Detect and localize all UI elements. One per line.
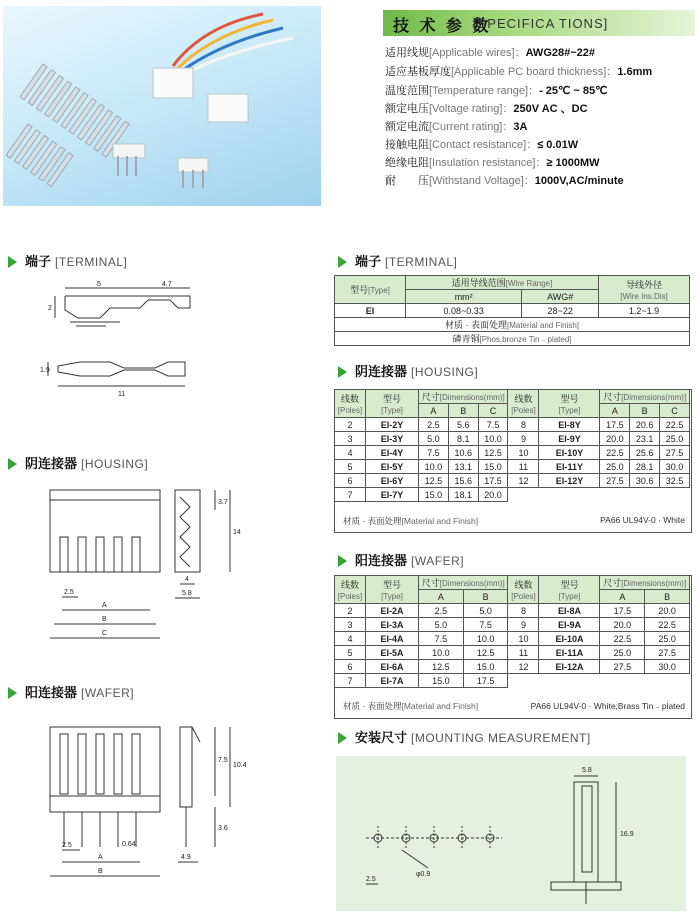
cell-a: 12.5 [419,660,464,674]
cell-type: EI-12Y [539,474,600,488]
bullet-triangle-icon [8,687,17,699]
cell-a: 27.5 [600,660,645,674]
spec-value: 250V AC 、DC [513,103,588,115]
cell-c: 32.5 [660,474,690,488]
spec-row [385,154,600,170]
dim-label: 2.5 [366,876,376,883]
material-label-en: [Material and Finish] [401,701,479,711]
spec-label-en: [Contact resistance]： [429,139,538,151]
spec-row [385,136,578,152]
cell-type: EI-6A [366,660,419,674]
cell-poles: 3 [335,618,366,632]
cell-poles: 2 [335,418,366,432]
header-poles [508,390,539,418]
spec-value: AWG28#~22# [525,47,595,59]
spec-value: - 25℃ ~ 85℃ [539,85,608,97]
section-wafer-left [8,682,134,701]
spec-label-en: [Temperature range]： [429,85,540,97]
header-c: C [660,404,690,418]
material-label: 材质 · 表面处理 [343,516,402,526]
header-label-en: [Wire Range] [505,279,553,288]
cell-a: 10.0 [419,646,464,660]
spec-label-en: [Current rating]： [429,121,514,133]
cell-poles: 3 [335,432,366,446]
dim-label: 4 [185,576,189,583]
cell-type: EI-3A [366,618,419,632]
header-label: 型号 [560,580,579,590]
cell-poles: 9 [508,618,539,632]
specifications-title-en: [SPECIFICA TIONS] [473,16,609,31]
cell-c: 17.5 [478,474,508,488]
cell-c: 30.0 [660,460,690,474]
cell-type: EI-7A [366,674,419,688]
spec-label-en: [Withstand Voltage]： [429,175,535,187]
header-label-en: [Type] [368,286,390,295]
header-label: 适用导线范围 [451,278,506,288]
cell-type: EI-4Y [366,446,419,460]
cell-type: EI-4A [366,632,419,646]
section-mounting [338,727,591,746]
dim-label: 5 [97,281,101,288]
cell-c: 10.0 [478,432,508,446]
cell-a: 15.0 [419,488,449,502]
section-title-en: [HOUSING] [81,457,149,471]
header-label: 型号 [382,394,401,404]
dim-label: 4.7 [162,281,172,288]
cell-b: 18.1 [448,488,478,502]
spec-row [385,82,608,98]
header-label-en: [Dimensions(mm)] [621,579,687,588]
housing-table-box [334,389,692,533]
table-row [335,318,690,332]
table-row [335,432,690,446]
spec-label: 接触电阻 [385,139,429,151]
cell-material-label [335,318,690,332]
section-wafer-right [338,550,464,569]
spec-row [385,44,595,60]
housing-drawing [40,482,250,652]
cell-b: 20.6 [630,418,660,432]
wafer-material-note [343,700,478,712]
cell-type: EI-2A [366,604,419,618]
bullet-triangle-icon [338,366,347,378]
header-dimensions [419,576,508,590]
cell-a: 20.0 [600,432,630,446]
dim-label: B [98,868,103,875]
mounting-panel [336,756,686,911]
dim-label: 2.5 [64,589,74,596]
cell-poles: 4 [335,632,366,646]
spec-label: 适用线规 [385,47,429,59]
cell-b: 28.1 [630,460,660,474]
cell-b: 10.0 [463,632,508,646]
cell-b: 23.1 [630,432,660,446]
cell-a: 17.5 [600,418,630,432]
header-type [539,576,600,604]
header-label: 尺寸 [421,392,440,402]
section-title-en: [WAFER] [81,686,135,700]
bullet-triangle-icon [338,256,347,268]
section-title: 阴连接器 [355,364,408,379]
header-mm2: mm² [406,290,522,304]
spec-label-en: [Applicable PC board thickness]： [451,66,618,78]
material-value: 磷青铜 [452,334,480,344]
cell-b: 30.6 [630,474,660,488]
header-label: 尺寸 [421,578,440,588]
cell-type: EI-10A [539,632,600,646]
spec-value: ≤ 0.01W [537,139,579,151]
header-type [539,390,600,418]
material-label-en: [Material and Finish] [401,516,479,526]
header-label-en: [Type] [381,406,403,415]
cell-type: EI-5Y [366,460,419,474]
cell-a: 5.0 [419,618,464,632]
dim-label: 14 [233,529,241,536]
dim-label: 16.9 [620,831,634,838]
cell-type: EI [335,304,406,318]
table-row [335,646,690,660]
spec-row [385,172,624,188]
section-title-en: [MOUNTING MEASUREMENT] [411,731,591,745]
bullet-triangle-icon [338,732,347,744]
section-housing-left [8,453,148,472]
header-dimensions [419,390,508,404]
spec-label-en: [Insulation resistance]： [429,157,547,169]
cell-type: EI-5A [366,646,419,660]
dim-label: C [102,630,108,637]
cell-b: 17.5 [463,674,508,688]
section-title: 端子 [25,254,52,269]
table-row [335,460,690,474]
header-a: A [600,590,645,604]
cell-type: EI-12A [539,660,600,674]
spec-label: 适应基板厚度 [385,66,451,78]
cell-a: 25.0 [600,460,630,474]
cell-poles: 10 [508,632,539,646]
header-awg: AWG# [522,290,599,304]
section-title-en: [TERMINAL] [385,255,458,269]
cell-c: 27.5 [660,446,690,460]
table-row [335,674,690,688]
cell-c: 12.5 [478,446,508,460]
cell-b: 5.0 [463,604,508,618]
header-label: 型号 [560,394,579,404]
cell-a: 25.0 [600,646,645,660]
header-type [366,390,419,418]
cell-a: 17.5 [600,604,645,618]
cell-c: 7.5 [478,418,508,432]
cell-poles: 6 [335,474,366,488]
header-a: A [419,590,464,604]
spec-row [385,118,527,134]
housing-material-value: PA66 UL94V-0 · White [600,515,685,525]
spec-label: 额定电流 [385,121,429,133]
terminal-table [334,275,690,346]
cell-type: EI-2Y [366,418,419,432]
cell-type: EI-8Y [539,418,600,432]
housing-material-note [343,515,478,527]
header-label: 线数 [514,394,533,404]
cell-a: 10.0 [419,460,449,474]
table-row [335,660,690,674]
dim-label: 1.9 [40,367,50,374]
dim-label: 5.8 [582,767,592,774]
spec-label: 绝缘电阻 [385,157,429,169]
header-wire-range [406,276,599,290]
header-label: 线数 [340,580,359,590]
cell-type: EI-10Y [539,446,600,460]
spec-row [385,100,588,116]
material-label-en: [Material and Finish] [506,321,580,330]
bullet-triangle-icon [8,256,17,268]
cell-b: 20.0 [645,604,690,618]
cell-material-value [335,332,690,346]
header-type [335,276,406,304]
header-dimensions [600,390,690,404]
cell-poles: 9 [508,432,539,446]
section-title-en: [TERMINAL] [55,255,128,269]
cell-poles: 7 [335,488,366,502]
header-label: 尺寸 [603,392,622,402]
header-dimensions [600,576,690,590]
spec-row [385,63,652,79]
cell-poles: 8 [508,418,539,432]
cell-b: 8.1 [448,432,478,446]
section-housing-right [338,361,478,380]
product-photo-illustration [3,6,321,206]
cell-a: 5.0 [419,432,449,446]
cell-a: 2.5 [419,604,464,618]
cell-poles: 7 [335,674,366,688]
dim-label: 7.5 [218,757,228,764]
spec-label: 耐 压 [385,175,429,187]
spec-value: 1000V,AC/minute [534,175,624,187]
cell-awg: 28~22 [522,304,599,318]
header-c: C [478,404,508,418]
cell-a: 15.0 [419,674,464,688]
table-row [335,332,690,346]
wafer-drawing [40,722,250,892]
spec-value: 1.6mm [617,66,653,78]
spec-label-en: [Applicable wires]： [429,47,526,59]
cell-c: 25.0 [660,432,690,446]
section-title-en: [WAFER] [411,554,465,568]
specifications-header [383,10,695,36]
cell-type: EI-9A [539,618,600,632]
wafer-table-box [334,575,692,719]
table-row [335,488,690,502]
cell-type: EI-9Y [539,432,600,446]
cell-poles: 8 [508,604,539,618]
cell-b: 25.0 [645,632,690,646]
table-row [335,418,690,432]
cell-type: EI-6Y [366,474,419,488]
cell-c: 22.5 [660,418,690,432]
section-title: 端子 [355,254,382,269]
table-row [335,304,690,318]
wafer-table [334,575,690,688]
header-poles [508,576,539,604]
cell-poles: 12 [508,474,539,488]
header-label-en: [Type] [558,592,581,601]
cell-poles: 5 [335,646,366,660]
header-label-en: [Type] [381,592,403,601]
cell-poles: 6 [335,660,366,674]
cell-a: 22.5 [600,446,630,460]
table-row [335,474,690,488]
cell-b: 10.6 [448,446,478,460]
header-wire-od [599,276,690,304]
cell-poles: 4 [335,446,366,460]
cell-type: EI-11A [539,646,600,660]
cell-b: 25.6 [630,446,660,460]
header-label-en: [Type] [558,406,581,415]
dim-label: 3.6 [218,825,228,832]
cell-b: 15.0 [463,660,508,674]
cell-c: 20.0 [478,488,508,502]
cell-b: 5.6 [448,418,478,432]
bullet-triangle-icon [338,555,347,567]
dim-label: A [102,602,107,609]
cell-a: 27.5 [600,474,630,488]
product-photo [3,6,321,206]
dim-label: 2.5 [62,842,72,849]
spec-label: 额定电压 [385,103,429,115]
table-row [335,632,690,646]
spec-label-en: [Voltage rating]： [429,103,514,115]
header-label-en: [Dimensions(mm)] [439,393,505,402]
section-title: 阴连接器 [25,456,78,471]
cell-a: 7.5 [419,632,464,646]
table-row [335,618,690,632]
header-type [366,576,419,604]
header-b: B [630,404,660,418]
header-a: A [600,404,630,418]
cell-b: 30.0 [645,660,690,674]
spec-value: 3A [513,121,528,133]
cell-b: 15.6 [448,474,478,488]
cell-b: 27.5 [645,646,690,660]
dim-label: 11 [118,391,126,398]
dim-label: 10.4 [233,762,247,769]
cell-od: 1.2~1.9 [599,304,690,318]
cell-poles: 5 [335,460,366,474]
dim-label: 2 [48,305,52,312]
dim-label: 3.7 [218,499,228,506]
header-label: 尺寸 [603,578,622,588]
cell-a: 20.0 [600,618,645,632]
cell-b: 12.5 [463,646,508,660]
dim-label: A [98,854,103,861]
bullet-triangle-icon [8,458,17,470]
dim-label: φ0.9 [416,871,431,878]
header-label: 线数 [340,394,359,404]
cell-type: EI-3Y [366,432,419,446]
cell-poles: 2 [335,604,366,618]
dim-label: 4.9 [181,854,191,861]
cell-a: 22.5 [600,632,645,646]
mounting-drawing [336,756,686,911]
dim-label: B [102,616,107,623]
header-label: 型号 [382,580,401,590]
dim-label: 0.64 [122,841,136,848]
cell-mm2: 0.08~0.33 [406,304,522,318]
cell-a: 7.5 [419,446,449,460]
material-value-en: [Phos.bronze Tin﹣plated] [479,335,572,344]
header-label-en: [Dimensions(mm)] [439,579,505,588]
header-label-en: [Wire Ins.Dis] [620,292,668,301]
spec-label: 温度范围 [385,85,429,97]
header-label-en: [Poles] [337,406,363,415]
housing-table [334,389,690,502]
cell-type: EI-11Y [539,460,600,474]
header-b: B [645,590,690,604]
cell-poles: 11 [508,460,539,474]
table-row [335,604,690,618]
cell-poles: 11 [508,646,539,660]
header-label-en: [Poles] [337,592,363,601]
cell-type: EI-7Y [366,488,419,502]
cell-c: 15.0 [478,460,508,474]
cell-a: 2.5 [419,418,449,432]
section-title-en: [HOUSING] [411,365,479,379]
header-poles [335,390,366,418]
header-b: B [463,590,508,604]
table-row [335,446,690,460]
terminal-drawing [40,278,240,418]
header-label: 型号 [350,285,369,295]
cell-b: 7.5 [463,618,508,632]
material-label: 材质 · 表面处理 [343,701,402,711]
header-poles [335,576,366,604]
material-label: 材质 · 表面处理 [444,320,507,330]
spec-value: ≥ 1000MW [546,157,600,169]
dim-label: 5.8 [182,590,192,597]
header-label-en: [Poles] [511,406,536,415]
header-label: 线数 [514,580,533,590]
section-terminal-right [338,251,457,270]
cell-poles: 10 [508,446,539,460]
header-label-en: [Dimensions(mm)] [621,393,687,402]
section-title: 安装尺寸 [355,730,408,745]
cell-a: 12.5 [419,474,449,488]
header-label: 导线外径 [625,280,662,290]
cell-poles: 12 [508,660,539,674]
cell-b: 13.1 [448,460,478,474]
cell-b: 22.5 [645,618,690,632]
section-title: 阳连接器 [355,553,408,568]
cell-type: EI-8A [539,604,600,618]
wafer-material-value: PA66 UL94V-0 · White;Brass Tin﹣plated [530,701,685,711]
header-a: A [419,404,449,418]
section-title: 阳连接器 [25,685,78,700]
header-label-en: [Poles] [511,592,536,601]
specifications-title: 技 术 参 数 [393,18,492,35]
header-b: B [448,404,478,418]
section-terminal-left [8,251,127,270]
